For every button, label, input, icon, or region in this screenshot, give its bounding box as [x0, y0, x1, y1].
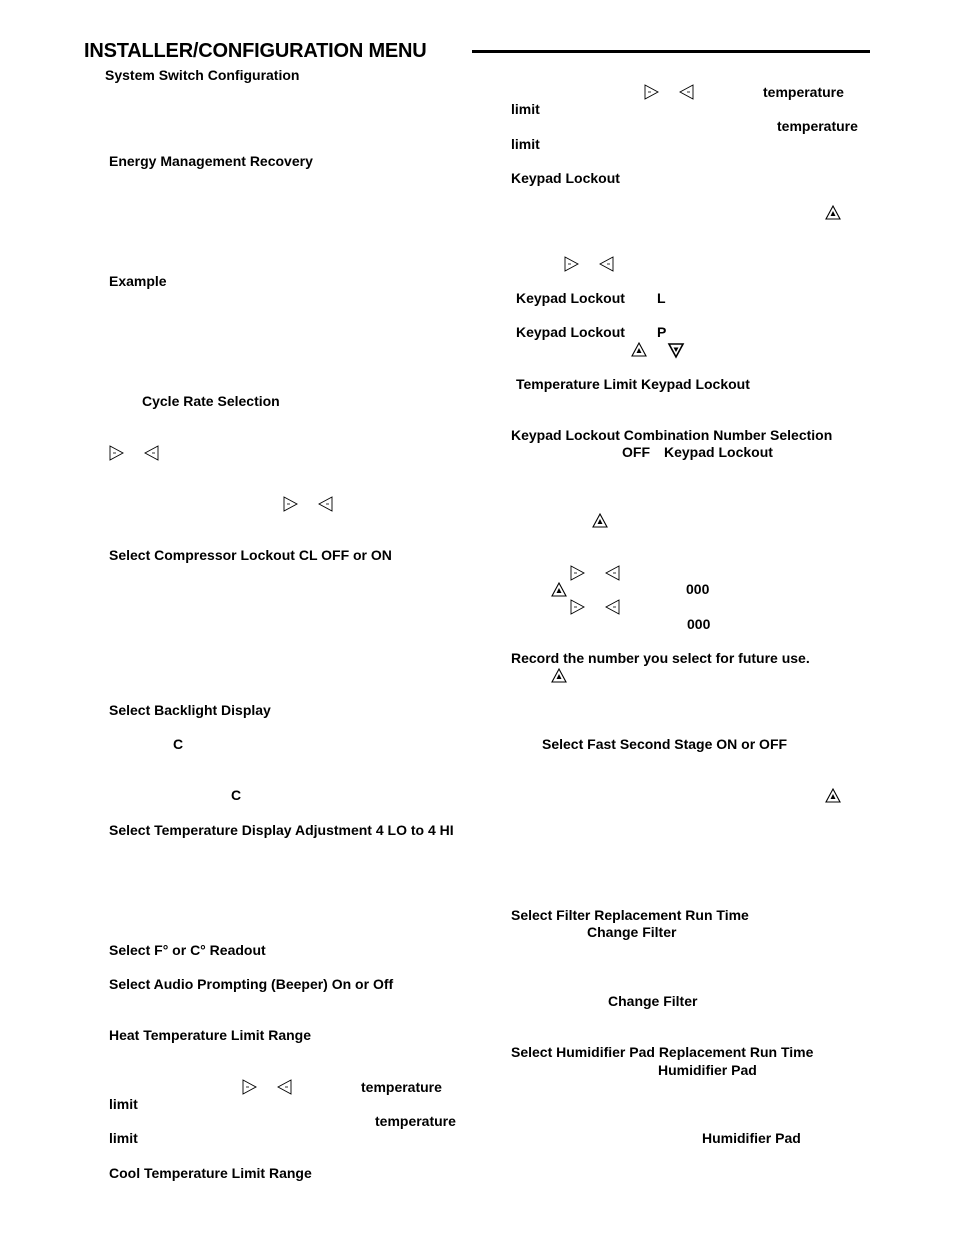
- heat-temperature-text: temperature: [375, 1113, 456, 1129]
- heading-f-or-c-readout: Select F° or C° Readout: [109, 942, 266, 958]
- heat-limit-text: limit: [109, 1096, 138, 1112]
- heading-humidifier-pad-run-time: Select Humidifier Pad Replacement Run Time: [511, 1044, 814, 1060]
- heading-system-switch-configuration: System Switch Configuration: [105, 67, 300, 83]
- heading-compressor-lockout: Select Compressor Lockout CL OFF or ON: [109, 547, 392, 563]
- humidifier-pad-text: Humidifier Pad: [658, 1062, 757, 1078]
- heading-combination-number-selection: Keypad Lockout Combination Number Selection: [511, 427, 833, 443]
- heading-temp-limit-keypad-lockout: Temperature Limit Keypad Lockout: [516, 376, 750, 392]
- heading-fast-second-stage: Select Fast Second Stage ON or OFF: [542, 736, 788, 752]
- up-arrow-key-icon: [630, 341, 648, 359]
- cool-limit-text: limit: [511, 136, 540, 152]
- up-arrow-key-icon: [550, 667, 568, 685]
- keypad-lockout-label: Keypad Lockout: [664, 444, 773, 460]
- title-rule: [472, 50, 870, 53]
- left-arrow-key-icon: [604, 598, 622, 616]
- left-arrow-key-icon: [317, 495, 335, 513]
- up-arrow-key-icon: [550, 581, 568, 599]
- right-arrow-key-icon: [240, 1078, 258, 1096]
- lockout-letter-p: P: [657, 324, 667, 340]
- left-arrow-key-icon: [604, 564, 622, 582]
- heading-filter-replacement-run-time: Select Filter Replacement Run Time: [511, 907, 749, 923]
- up-arrow-key-icon: [591, 512, 609, 530]
- backlight-c-letter: C: [173, 736, 184, 752]
- change-filter-text: Change Filter: [608, 993, 698, 1009]
- heading-backlight-display: Select Backlight Display: [109, 702, 271, 718]
- keypad-lockout-p-label: Keypad Lockout: [516, 324, 625, 340]
- heat-limit-text: limit: [109, 1130, 138, 1146]
- right-arrow-key-icon: [107, 444, 125, 462]
- page-title: INSTALLER/CONFIGURATION MENU: [84, 40, 427, 62]
- cool-temperature-text: temperature: [777, 118, 858, 134]
- heading-heat-temp-limit-range: Heat Temperature Limit Range: [109, 1027, 312, 1043]
- right-arrow-key-icon: [642, 83, 660, 101]
- record-number-note: Record the number you select for future use.: [511, 650, 810, 666]
- right-arrow-key-icon: [281, 495, 299, 513]
- left-arrow-key-icon: [598, 255, 616, 273]
- right-arrow-key-icon: [568, 598, 586, 616]
- heading-temp-display-adjustment: Select Temperature Display Adjustment 4 LO to 4 HI: [109, 822, 454, 838]
- combination-code-value: 000: [686, 581, 710, 597]
- left-arrow-key-icon: [276, 1078, 294, 1096]
- up-arrow-key-icon: [824, 787, 842, 805]
- heading-cycle-rate-selection: Cycle Rate Selection: [142, 393, 280, 409]
- left-arrow-key-icon: [143, 444, 161, 462]
- combination-code-value: 000: [687, 616, 711, 632]
- lockout-letter-l: L: [657, 290, 666, 306]
- humidifier-pad-text: Humidifier Pad: [702, 1130, 801, 1146]
- heading-example: Example: [109, 273, 167, 289]
- right-arrow-key-icon: [562, 255, 580, 273]
- keypad-lockout-l-label: Keypad Lockout: [516, 290, 625, 306]
- up-arrow-key-icon: [824, 204, 842, 222]
- backlight-c-letter: C: [231, 787, 242, 803]
- left-arrow-key-icon: [678, 83, 696, 101]
- heading-audio-prompting: Select Audio Prompting (Beeper) On or Off: [109, 976, 394, 992]
- down-arrow-key-icon: [667, 341, 685, 359]
- change-filter-text: Change Filter: [587, 924, 677, 940]
- heat-temperature-text: temperature: [361, 1079, 442, 1095]
- heading-keypad-lockout: Keypad Lockout: [511, 170, 620, 186]
- off-label: OFF: [622, 444, 650, 460]
- right-arrow-key-icon: [568, 564, 586, 582]
- heading-energy-management-recovery: Energy Management Recovery: [109, 153, 313, 169]
- cool-temperature-text: temperature: [763, 84, 844, 100]
- cool-limit-text: limit: [511, 101, 540, 117]
- heading-cool-temp-limit-range: Cool Temperature Limit Range: [109, 1165, 312, 1181]
